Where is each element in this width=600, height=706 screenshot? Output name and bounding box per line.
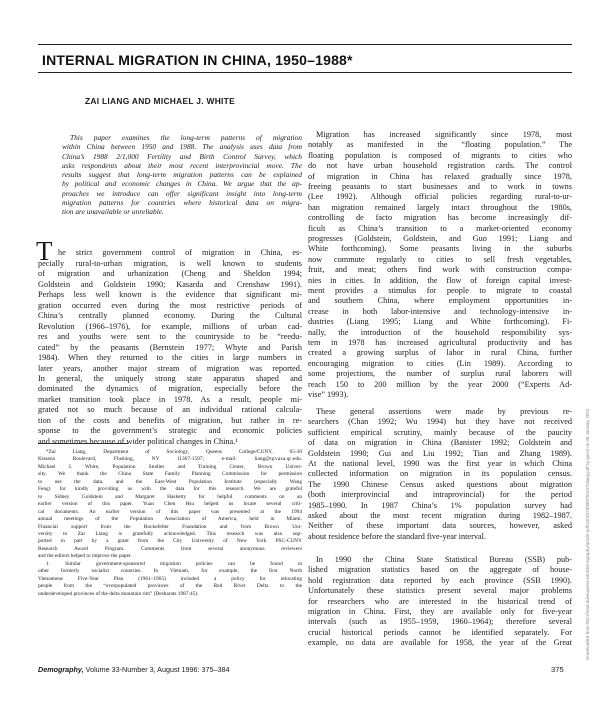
text-line: ficult as China’s transition to a market-oriented economy [308,223,572,233]
text-line: migration in China. First, they are available only for five-year [308,607,572,616]
footnote-line: Michael J. White, Population Studies and Training Center, Brown Univer- [38,463,302,470]
text-line: res and youths were sent to the countryside to be “reedu- [38,332,302,342]
text-line: now commute regularly to cities to sell fresh vegetables, [308,254,572,264]
text-line: ment provides a stimulus for people to migrate to coastal [308,286,572,295]
volume-issue: Volume 33-Number 3, August 1996: 375–384 [85,665,230,674]
abstract [62,133,302,217]
text-line: collected information on migration in its population census. [308,469,572,479]
text-line: encouraging migration to cities (Lin 1989). According to [308,358,572,368]
text-line: Unfortunately these statistics present several major problems [308,586,572,596]
text-line: These general assertions were made by previous re- [316,407,572,416]
text-line: White forthcoming). Some peasants living in the suburbs [308,244,572,254]
text-line: grated not so much because of an individual rational calcula- [38,405,302,415]
text-line: floating population is composed of migrants to cities who [308,150,572,160]
text-line: and southern China, where employment opportunities in- [308,296,572,306]
text-line: cated” by the peasants (Bernstein 1977; Whyte and Parish [38,342,302,352]
text-line: nies in cities. In addition, the flow of foreign capital invest- [308,275,572,285]
text-line: At the national level, 1990 was the first year in which China [308,459,572,468]
footnote-line: *Zai Liang, Department of Sociology, Queens College/CUNY, 65-30 [46,449,302,455]
text-line: of data on migration in China (Banister 1992; Goldstein and [308,438,572,448]
download-watermark [585,130,595,660]
text-line: and sometimes because of wider political changes in China.¹ [38,436,238,446]
text-line: In general, the uniquely strong state apparatus shaped and [38,373,302,383]
top-rule-thick [38,44,572,45]
text-line: controlling de facto migration has become increasingly dif- [308,213,572,223]
author-names: ZAI LIANG AND MICHAEL J. WHITE [85,96,235,106]
abstract-line: migration patterns for countries where historical data on migra- [62,198,302,208]
footnote-line: Vietnamese Five-Year Plan (1961–1965) included a policy for relocating [38,575,302,582]
text-line: hold registration data reported by each province (SSB 1990). [308,575,572,585]
text-line: sponse to the government’s strategic and economic policies [38,426,302,436]
text-line: intervals (such as 1955–1959, 1960–1964); therefore several [308,617,572,627]
abstract-line: China’s 1988 2/1,000 Fertility and Birth Control Survey, which [62,151,302,161]
footnote-line: people from the “overpopulated provinces of the Red River Delta to the [38,583,302,590]
text-line: freeing peasants to start businesses and to work in towns [308,182,572,191]
text-line: reach 150 to 200 million by the year 2000 (“Experts Ad- [308,379,572,389]
footnote-line: Kissena Boulevard, Flushing, NY 11367-1597; e-mail: liang@qcvaxa.qc.edu. [38,456,302,463]
abstract-line: This paper examines the long-term patterns of migration [70,133,302,142]
download-watermark-text: Downloaded from http://read.dukeupress.edu/demography/article-pdf/33/3/375/889781/375liang.pdf by guest on 08 January 2023 [585,408,590,660]
text-line: crease in both labor-intensive and technology-intensive in- [308,306,572,316]
text-line: 1985–1990. In 1987 China’s 1% population survey had [308,500,572,510]
text-line: tem in 1978 has increased agricultural productivity and has [308,338,572,347]
text-line: dominated the dynamics of migration, especially before the [38,384,302,394]
journal-name: Demography, [38,665,84,674]
text-line: of migration in China has relaxed gradually since 1978, [308,171,572,181]
abstract-line: proaches we introduce can offer significant insight into long-term [62,188,302,198]
text-line: 1984). When they returned to the cities in large numbers in [38,353,302,363]
footnote-line: Feng) for kindly providing us with the data for this research. We are grateful [38,486,302,493]
footnote-line: Financial support from the Rockefeller Foundation and from Brown Uni- [38,523,302,530]
footnote-line: versity to Zai Liang is gratefully acknowledged. This research was also sup- [38,530,302,537]
text-line: asked about the most recent migration during 1982–1987. [308,511,572,520]
footnote-line: earlier version of this paper. Yuan Chen Hsu helped us locate several criti- [38,501,302,508]
text-line: Neither of these important data sources, however, asked [308,521,572,531]
footnote-line: ported in part by a grant from the City University of New York PSC-CUNY [38,538,302,545]
footnote-line: and the editors helped to improve the paper. [38,553,132,560]
text-line: example, no data are available for 1958, the year of the Great [308,638,572,648]
text-line: dustries (Liang 1995; Liang and White forthcoming). Fi- [308,317,572,327]
text-line: (both interprovincial and intraprovincial) for the period [308,490,572,500]
footnote-line: 1. Similar government-sponsored migration policies can be found in [46,560,302,567]
text-line: searchers (Chan 1992; Wu 1994) but they have not received [308,417,572,427]
text-line: fruit, and meat; others find work with construction compa- [308,265,572,275]
text-line: progresses (Goldstein, Goldstein, and Guo 1991; Liang and [308,234,572,243]
text-line: Goldstein 1990; Gui and Liu 1992; Tian and Zhang 1989). [308,448,572,458]
text-line: Migration has increased significantly since 1978, most [316,130,572,139]
text-line: The 1990 Chinese Census asked questions about migration [308,479,572,489]
footnote-line: Research Award Program. Comments from several anonymous reviewers [38,545,302,552]
text-line: Goldstein and Goldstein 1990; Kasarda and Crenshaw 1991). [38,279,302,289]
footnote-rule [38,443,128,444]
text-line: (Lee 1992). Although official policies regarding rural-to-ur- [308,192,572,202]
text-line: created a growing surplus of labor in rural China, further [308,348,572,358]
text-line: lished migration statistics based on the aggregate of house- [308,565,572,575]
title-underline [38,72,572,73]
text-line: sufficient empirical scrutiny, mainly because of the paucity [308,427,572,437]
text-line: about residence before the standard five-year interval. [308,531,486,541]
footnote-line: to use the data, and the East-West Population Institute (especially Wang [38,478,302,485]
text-line: Revolution (1966–1976), for example, millions of urban cad- [38,321,302,331]
abstract-line: within China between 1950 and 1988. The analysis uses data from [62,142,302,152]
text-line: do not have urban household registration cards. The control [308,161,572,171]
footnote-line: other formerly socialist countries. In Vietnam, for example, the first North [38,568,302,575]
text-line: some projections, the number of surplus rural laborers will [308,369,572,379]
text-line: gration occurred even during the most restrictive periods of [38,300,302,310]
page-number: 375 [551,665,564,674]
text-line: Perhaps less well known is the evidence that significant mi- [38,290,302,300]
footnote-line: annual meetings of the Population Association of America, held in Miami. [38,516,302,523]
text-line: pecially rural-to-urban migration, is well known to students [38,259,302,268]
abstract-line: tion are unavailable or unreliable. [62,207,164,217]
article-title: INTERNAL MIGRATION IN CHINA, 1950–1988* [42,52,353,68]
text-line: China’s centrally planned economy. During the Cultural [38,311,302,321]
abstract-line: asks respondents about their most recent interprovincial move. The [62,160,302,170]
text-line: nally, the introduction of the household responsibility sys- [308,327,572,337]
abstract-line: by political and economic changes in China. We argue that the ap- [62,179,302,189]
footnote-line: sity. We thank the China State Family Planning Commission for permission [38,471,302,478]
drop-cap: T [36,236,53,266]
text-line: crucial historical periods cannot be identified separately. For [308,627,572,637]
text-line: tion of the costs and benefits of migration, but rather in re- [38,415,302,425]
text-line: ban migration remained largely intact throughout the 1980s, [308,202,572,212]
text-line: market transition took place in 1978. As a result, people mi- [38,394,302,404]
journal-citation [38,665,230,674]
text-line: vise” 1993). [308,390,349,399]
text-line: of migration and urbanization (Cheng and Sheldon 1994; [38,269,302,279]
text-line: In 1990 the China State Statistical Bureau (SSB) pub- [316,555,572,564]
text-line: later years, another major stream of migration was reported. [38,363,302,373]
text-line: notably as manifested in the “floating population.” The [308,140,572,150]
footnote-line: cal documents. An earlier version of this paper was presented at the 1994 [38,508,302,515]
footnote-line: to Sidney Goldstein and Margaret Hasketty for helpful comments on an [38,493,302,500]
footnote-line: underdeveloped provinces of the delta mountain rim” (Desbarats 1987:45). [38,590,199,597]
text-line: for researchers who are interested in the historical trend of [308,596,572,606]
text-line: he strict government control of migration in China, es- [58,248,302,257]
abstract-line: results suggest that long-term migration patterns can be explained [62,170,302,180]
